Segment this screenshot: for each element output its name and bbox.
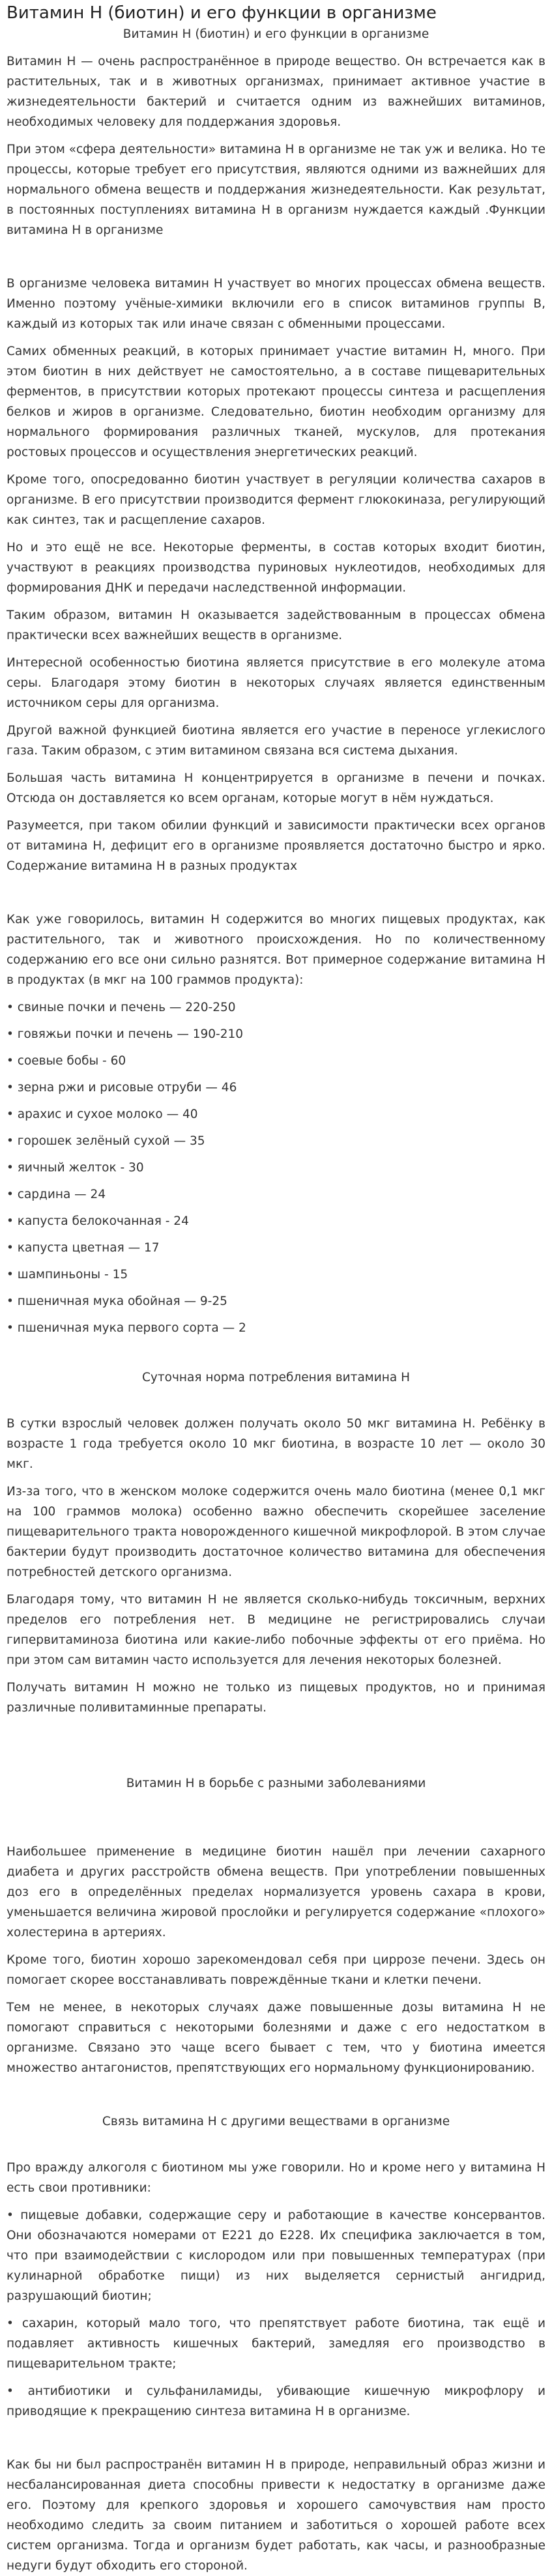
list-item: • капуста цветная — 17 xyxy=(7,1241,160,1255)
section-heading-diseases: Витамин Н в борьбе с разными заболеваниями xyxy=(126,1777,426,1790)
list-item: • свиные почки и печень — 220-250 xyxy=(7,1001,236,1014)
article-subtitle: Витамин Н (биотин) и его функции в организме xyxy=(123,27,429,41)
section-spacer xyxy=(7,2085,545,2111)
list-item: • горошек зелёный сухой — 35 xyxy=(7,1134,205,1148)
list-item: • арахис и сухое молоко — 40 xyxy=(7,1108,198,1121)
paragraph: Благодаря тому, что витамин Н не является сколько-нибудь токсичным, верхних пределов его потребления нет. В медицине не регистрировались случаи гипервитаминоза биотина или какие-либо побочные эффекты от его приёма. Но при этом сам витамин часто используется для лечения некоторых болезней. xyxy=(7,1593,545,1667)
paragraph: При этом «сфера деятельности» витамина Н в организме не так уж и велика. Но те процессы, которые требует его присутствия, являются одними из важнейших для нормального обмена веществ и поддержания жизнедеятельности. Как результат, в постоянных поступлениях витамина Н в организм нуждается каждый .Функции витамина Н в организме xyxy=(7,143,545,237)
section-spacer xyxy=(7,248,545,274)
list-item: • яичный желток - 30 xyxy=(7,1161,144,1175)
list-item: • пшеничная мука первого сорта — 2 xyxy=(7,1321,246,1335)
list-item: • сардина — 24 xyxy=(7,1188,106,1201)
page-title: Витамин Н (биотин) и его функции в организме xyxy=(7,3,437,23)
paragraph: Тем не менее, в некоторых случаях даже повышенные дозы витамина Н не помогают справиться с некоторыми болезнями и даже с его недостатком в организме. Связано это чаще всего бывает с тем, что у биотина имеется множество антагонистов, препятствующих его нормальному функционированию. xyxy=(7,2001,545,2075)
paragraph: • антибиотики и сульфаниламиды, убивающие кишечную микрофлору и приводящие к прекращению синтеза витамина Н в организме. xyxy=(7,2384,545,2418)
paragraph: Из-за того, что в женском молоке содержится очень мало биотина (менее 0,1 мкг на 100 граммов молока) особенно важно обеспечить скорейшее заселение пищеварительного тракта новорожденного кишечной микрофлорой. В этом случае бактерии будут производить достаточное количество витамина для обеспечения потребностей детского организма. xyxy=(7,1485,545,1579)
paragraph: Другой важной функцией биотина является его участие в переносе углекислого газа. Таким образом, с этим витамином связана вся система дыхания. xyxy=(7,724,545,758)
paragraph: Получать витамин Н можно не только из пищевых продуктов, но и принимая различные поливитаминные препараты. xyxy=(7,1681,545,1715)
paragraph: Большая часть витамина Н концентрируется в организме в печени и почках. Отсюда он доставляется ко всем органам, которые могут в нём нуждаться. xyxy=(7,771,545,805)
list-item: • пшеничная мука обойная — 9-25 xyxy=(7,1295,227,1308)
paragraph: • сахарин, который мало того, что препятствует работе биотина, так ещё и подавляет активность кишечных бактерий, замедляя его производство в пищеварительном тракте; xyxy=(7,2317,545,2371)
list-item: • шампиньоны - 15 xyxy=(7,1268,128,1281)
section-spacer xyxy=(7,2132,545,2158)
section-heading-daily-norm: Суточная норма потребления витамина Н xyxy=(142,1371,410,1384)
paragraph: Витамин Н — очень распространённое в природе вещество. Он встречается как в растительных, так и в животных организмах, принимает активное участие в жизнедеятельности бактерий и считается одним из важнейших витаминов, необходимых человеку для поддержания здоровья. xyxy=(7,55,545,129)
paragraph: Разумеется, при таком обилии функций и зависимости практически всех органов от витамина Н, дефицит его в организме проявляется достаточно быстро и ярко. Содержание витамина Н в разных продуктах xyxy=(7,819,545,873)
paragraph: Кроме того, биотин хорошо зарекомендовал себя при циррозе печени. Здесь он помогает скорее восстанавливать повреждённые ткани и клетки печени. xyxy=(7,1953,545,1987)
section-spacer xyxy=(7,1345,545,1367)
list-item: • зерна ржи и рисовые отруби — 46 xyxy=(7,1081,237,1095)
paragraph: Самих обменных реакций, в которых принимает участие витамин Н, много. При этом биотин в них действует не самостоятельно, а в составе пищеварительных ферментов, в присутствии которых протекают процессы синтеза и расщепления белков и жиров в организме. Следовательно, биотин необходим организму для нормального формирования различных тканей, мускулов, для протекания ростовых процессов и осуществления энергетических реакций. xyxy=(7,345,545,459)
paragraph: Как бы ни был распространён витамин Н в природе, неправильный образ жизни и несбалансированная диета способны привести к недостатку в организме даже его. Поэтому для крепкого здоровья и хорошего самочувствия нам просто необходимо следить за своим питанием и заботиться о хорошей работе всех систем организма. Тогда и организм будет работать, как часы, и разнообразные недуги будут обходить его стороной. xyxy=(7,2458,545,2573)
paragraph: Наибольшее применение в медицине биотин нашёл при лечении сахарного диабета и других расстройств обмена веществ. При употреблении повышенных доз его в определённых пределах нормализуется уровень сахара в крови, уменьшается величина жировой прослойки и регулируется содержание «плохого» холестерина в артериях. xyxy=(7,1845,545,1939)
section-spacer xyxy=(7,883,545,909)
section-spacer xyxy=(7,1388,545,1414)
paragraph: • пищевые добавки, содержащие серу и работающие в качестве консервантов. Они обозначаются номерами от Е221 до Е228. Их специфика заключается в том, что при взаимодействии с кислородом или при повышенных температурах (при кулинарной обработке пищи) из них выделяется сернистый ангидрид, разрушающий биотин; xyxy=(7,2209,545,2303)
section-spacer xyxy=(7,1794,545,1842)
section-heading-interactions: Связь витамина Н с другими веществами в организме xyxy=(102,2115,450,2128)
paragraph: Интересной особенностью биотина является присутствие в его молекуле атома серы. Благодаря этому биотин в некоторых случаях является единственным источником серы для организма. xyxy=(7,656,545,710)
paragraph: В организме человека витамин Н участвует во многих процессах обмена веществ. Именно поэтому учёные-химики включили его в список витаминов группы В, каждый из которых так или иначе связан с обменными процессами. xyxy=(7,277,545,331)
section-spacer xyxy=(7,2429,545,2455)
paragraph: Про вражду алкоголя с биотином мы уже говорили. Но и кроме него у витамина Н есть свои противники: xyxy=(7,2161,545,2195)
list-item: • соевые бобы - 60 xyxy=(7,1054,126,1068)
section-spacer xyxy=(7,1725,545,1773)
paragraph: Кроме того, опосредованно биотин участвует в регуляции количества сахаров в организме. В его присутствии производится фермент глюкокиназа, регулирующий как синтез, так и расщепление сахаров. xyxy=(7,473,545,527)
list-item: • говяжьи почки и печень — 190-210 xyxy=(7,1027,244,1041)
paragraph: Как уже говорилось, витамин Н содержится во многих пищевых продуктах, как растительного, так и животного происхождения. Но по количественному содержанию его все они сильно разнятся. Вот примерное содержание витамина Н в продуктах (в мкг на 100 граммов продукта): xyxy=(7,913,545,987)
paragraph: Таким образом, витамин Н оказывается задействованным в процессах обмена практически всех важнейших веществ в организме. xyxy=(7,608,545,642)
list-item: • капуста белокочанная - 24 xyxy=(7,1214,189,1228)
paragraph: В сутки взрослый человек должен получать около 50 мкг витамина Н. Ребёнку в возрасте 1 года требуется около 10 мкг биотина, в возрасте 10 лет — около 30 мкг. xyxy=(7,1417,545,1471)
paragraph: Но и это ещё не все. Некоторые ферменты, в состав которых входит биотин, участвуют в реакциях производства пуриновых нуклеотидов, необходимых для формирования ДНК и передачи наследственной информации. xyxy=(7,541,545,595)
food-content-list xyxy=(7,997,545,1345)
